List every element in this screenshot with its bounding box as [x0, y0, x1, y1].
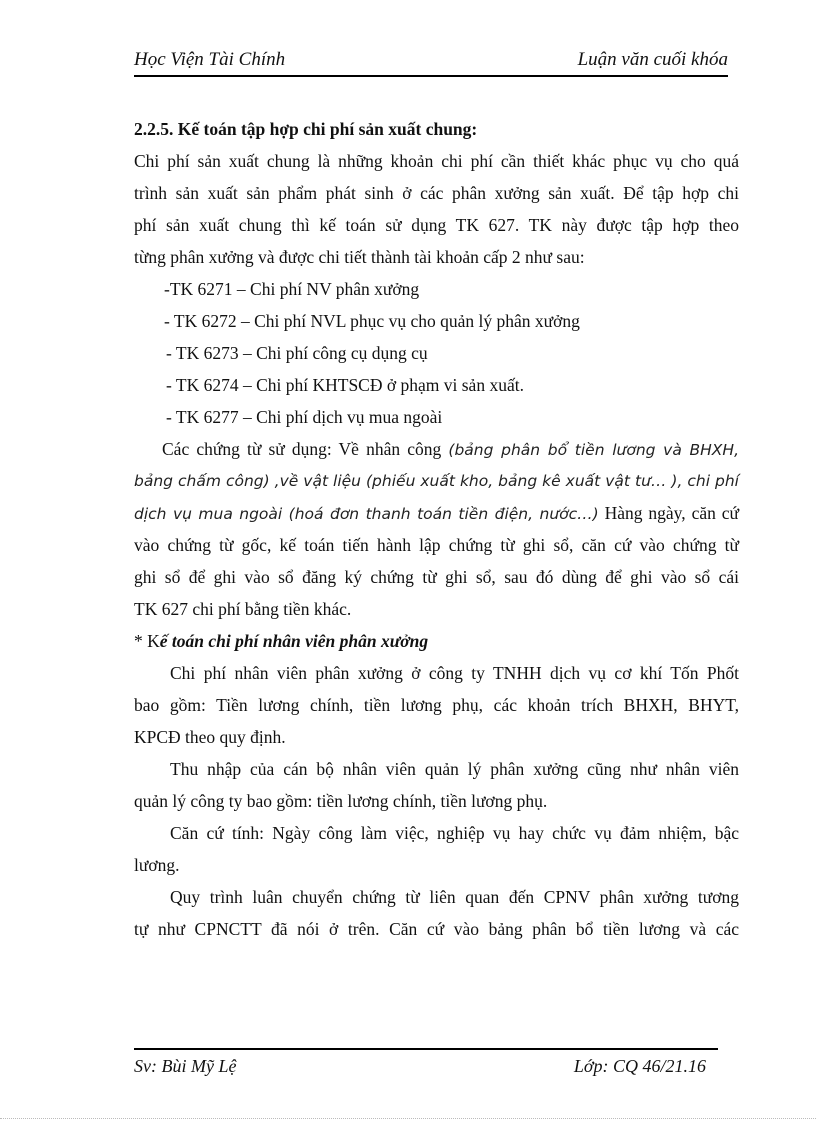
account-item: - TK 6274 – Chi phí KHTSCĐ ở phạm vi sản xuất. — [166, 375, 524, 395]
paragraph-line: Chi phí sản xuất chung là những khoản chi phí cần thiết khác phục vụ cho quá — [134, 151, 739, 171]
account-item: - TK 6272 – Chi phí NVL phục vụ cho quản lý phân xưởng — [164, 311, 580, 331]
paragraph-line-italic: bảng chấm công) ,về vật liệu (phiếu xuất kho, bảng kê xuất vật tư… ), chi phí — [134, 472, 739, 490]
paragraph-line: TK 627 chi phí bằng tiền khác. — [134, 599, 352, 619]
italic-run: (bảng phân bổ tiền lương và BHXH, — [448, 441, 740, 459]
paragraph-line: Thu nhập của cán bộ nhân viên quản lý phân xưởng cũng như nhân viên — [170, 759, 739, 779]
header-doc-type: Luận văn cuối khóa — [577, 49, 728, 70]
paragraph-line: vào chứng từ gốc, kế toán tiến hành lập chứng từ ghi sổ, căn cứ vào chứng từ — [134, 535, 739, 555]
account-item: - TK 6273 – Chi phí công cụ dụng cụ — [166, 343, 428, 363]
text-run: Hàng ngày, căn cứ — [604, 503, 740, 523]
page-edge-divider — [0, 1118, 816, 1119]
paragraph-line: lương. — [134, 855, 180, 875]
paragraph-line: Quy trình luân chuyển chứng từ liên quan đến CPNV phân xưởng tương — [170, 887, 739, 907]
text-run: Các chứng từ sử dụng: Về nhân công — [162, 439, 442, 459]
account-item: -TK 6271 – Chi phí NV phân xưởng — [164, 279, 420, 299]
subsection-heading — [134, 625, 739, 657]
paragraph-line — [134, 433, 739, 465]
page-footer — [134, 1048, 718, 1086]
footer-student: Sv: Bùi Mỹ Lệ — [134, 1056, 237, 1076]
page-body — [134, 113, 739, 945]
paragraph-line: Chi phí nhân viên phân xưởng ở công ty TNHH dịch vụ cơ khí Tốn Phốt — [170, 663, 739, 683]
paragraph-line: trình sản xuất sản phẩm phát sinh ở các phân xưởng sản xuất. Để tập hợp chi — [134, 183, 739, 203]
account-item: - TK 6277 – Chi phí dịch vụ mua ngoài — [166, 407, 443, 427]
paragraph-line — [134, 497, 739, 529]
subsection-prefix: * K — [134, 631, 160, 651]
subsection-title: ế toán chi phí nhân viên phân xưởng — [159, 631, 429, 651]
paragraph-line: từng phân xưởng và được chi tiết thành tài khoản cấp 2 như sau: — [134, 247, 585, 267]
paragraph-line: KPCĐ theo quy định. — [134, 727, 286, 747]
paragraph-line: Căn cứ tính: Ngày công làm việc, nghiệp vụ hay chức vụ đảm nhiệm, bậc — [170, 823, 739, 843]
footer-class: Lớp: CQ 46/21.16 — [573, 1056, 706, 1076]
section-heading: 2.2.5. Kế toán tập hợp chi phí sản xuất chung: — [134, 119, 478, 139]
page-header — [134, 49, 728, 77]
header-institution: Học Viện Tài Chính — [134, 49, 286, 70]
paragraph-line: phí sản xuất chung thì kế toán sử dụng TK 627. TK này được tập hợp theo — [134, 215, 739, 235]
paragraph-line: quản lý công ty bao gồm: tiền lương chính, tiền lương phụ. — [134, 791, 548, 811]
paragraph-line: bao gồm: Tiền lương chính, tiền lương phụ, các khoản trích BHXH, BHYT, — [134, 695, 739, 715]
paragraph-line: tự như CPNCTT đã nói ở trên. Căn cứ vào bảng phân bổ tiền lương và các — [134, 919, 739, 939]
paragraph-line: ghi sổ để ghi vào sổ đăng ký chứng từ ghi sổ, sau đó dùng để ghi vào sổ cái — [134, 567, 739, 587]
italic-run: dịch vụ mua ngoài (hoá đơn thanh toán tiền điện, nước…) — [134, 505, 599, 523]
